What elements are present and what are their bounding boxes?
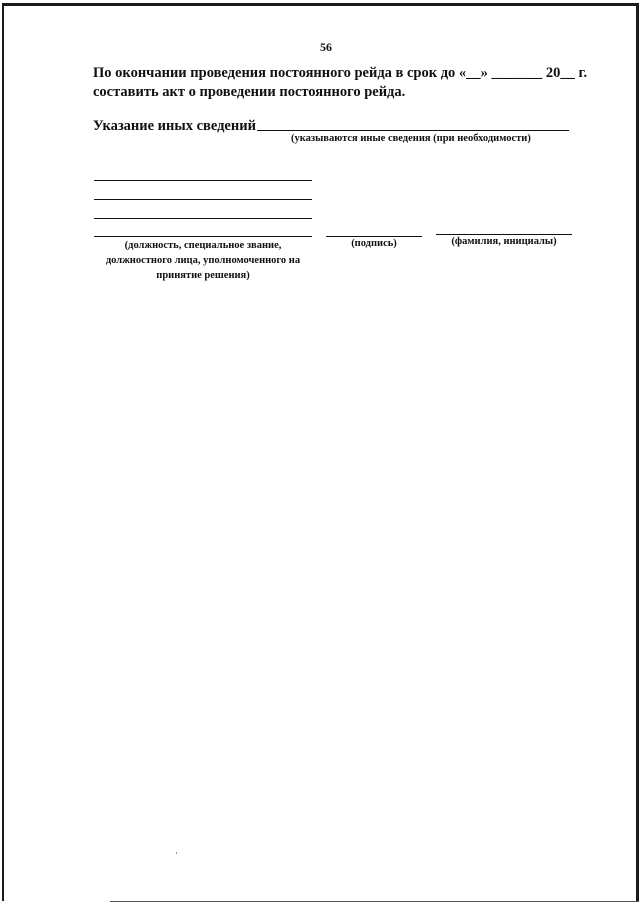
scan-speck [176, 852, 177, 854]
other-info-fill-line [257, 130, 569, 131]
name-caption: (фамилия, инициалы) [451, 236, 557, 247]
position-caption: (должность, специальное звание, должностного лица, уполномоченного на принятие решения) [105, 240, 301, 281]
signature-caption: (подпись) [351, 238, 397, 249]
scan-border-right [636, 3, 639, 901]
page-number: 56 [320, 40, 332, 54]
instruction-line-1: По окончании проведения постоянного рейда в срок до «__» _______ 20__ г. [93, 65, 588, 81]
other-info-label: Указание иных сведений [93, 118, 256, 134]
position-fill-line-3 [94, 218, 312, 219]
instruction-paragraph [93, 64, 593, 102]
scan-border-top [3, 3, 639, 6]
position-fill-line-2 [94, 199, 312, 200]
position-fill-line-1 [94, 180, 312, 181]
instruction-line-2: составить акт о проведении постоянного рейда. [93, 84, 406, 100]
other-info-caption: (указываются иные сведения (при необходимости) [291, 133, 531, 144]
position-fill-line-4 [94, 236, 312, 237]
scan-border-left [2, 3, 4, 901]
scan-border-bottom [110, 901, 639, 902]
